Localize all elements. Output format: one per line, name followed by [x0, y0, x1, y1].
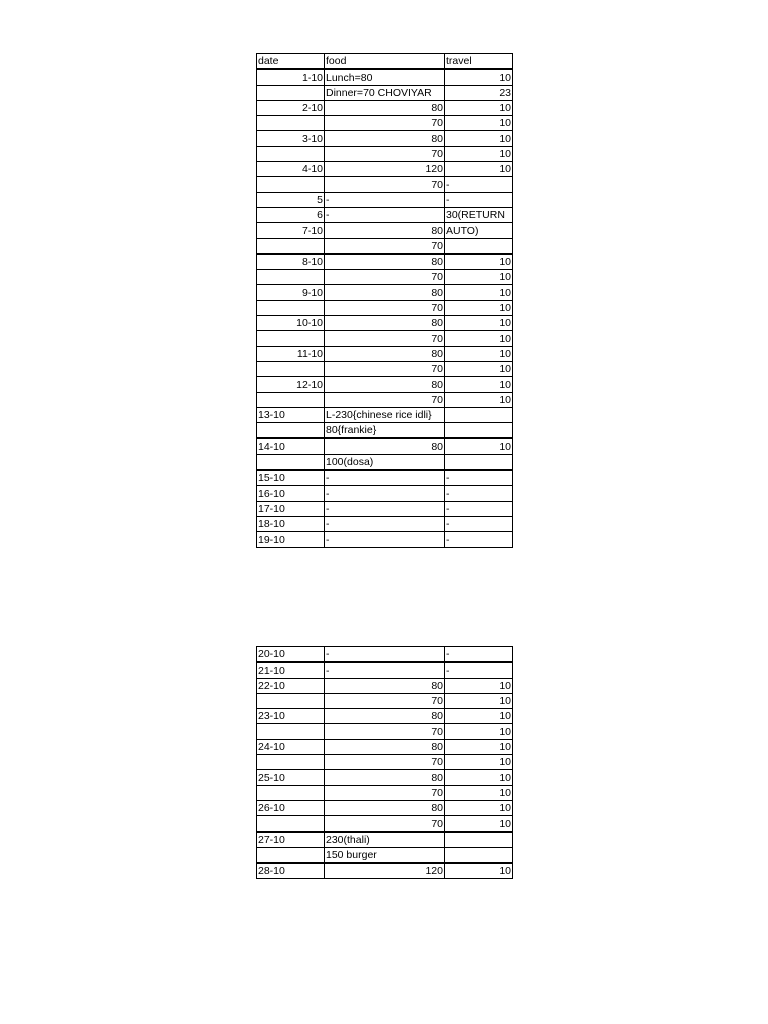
table-row [257, 407, 513, 422]
cell-date: 28-10 [257, 863, 325, 879]
cell-food: 70 [325, 331, 445, 346]
cell-travel: 30(RETURN [445, 207, 513, 222]
cell-date [257, 693, 325, 708]
cell-travel: 10 [445, 131, 513, 146]
cell-date: 17-10 [257, 501, 325, 516]
cell-date: 6 [257, 207, 325, 222]
table-row [257, 816, 513, 832]
cell-date [257, 177, 325, 192]
expense-table-body [257, 647, 513, 879]
cell-food: 80 [325, 223, 445, 238]
cell-food: 120 [325, 863, 445, 879]
cell-food: 100(dosa) [325, 454, 445, 470]
table-row [257, 392, 513, 407]
cell-travel [445, 454, 513, 470]
cell-travel: 10 [445, 69, 513, 85]
cell-food: 70 [325, 392, 445, 407]
table-row [257, 85, 513, 100]
cell-date [257, 85, 325, 100]
cell-travel: 23 [445, 85, 513, 100]
table-row [257, 662, 513, 678]
cell-date [257, 116, 325, 131]
cell-food: 80 [325, 709, 445, 724]
cell-travel: 10 [445, 709, 513, 724]
cell-food: 80 [325, 254, 445, 270]
cell-food: - [325, 647, 445, 663]
cell-date: 14-10 [257, 438, 325, 454]
cell-food: 80 [325, 678, 445, 693]
table-row [257, 377, 513, 392]
table-row [257, 438, 513, 454]
cell-travel [445, 832, 513, 848]
table-row [257, 501, 513, 516]
cell-travel: 10 [445, 331, 513, 346]
cell-date: 9-10 [257, 285, 325, 300]
cell-date: 23-10 [257, 709, 325, 724]
cell-date: 19-10 [257, 532, 325, 547]
cell-travel: 10 [445, 863, 513, 879]
cell-food: - [325, 207, 445, 222]
cell-date: 2-10 [257, 100, 325, 115]
cell-food: - [325, 532, 445, 547]
cell-travel: 10 [445, 254, 513, 270]
table-row [257, 223, 513, 238]
cell-travel: 10 [445, 146, 513, 161]
table-row [257, 238, 513, 254]
cell-travel: - [445, 532, 513, 547]
cell-travel: - [445, 470, 513, 486]
cell-food: 70 [325, 785, 445, 800]
table-row [257, 331, 513, 346]
table-row [257, 131, 513, 146]
cell-date: 11-10 [257, 346, 325, 361]
cell-food: - [325, 470, 445, 486]
cell-travel: 10 [445, 755, 513, 770]
cell-food: 80 [325, 285, 445, 300]
cell-travel: - [445, 662, 513, 678]
cell-date [257, 785, 325, 800]
cell-food: 70 [325, 816, 445, 832]
table-row [257, 832, 513, 848]
cell-travel: - [445, 192, 513, 207]
cell-travel: 10 [445, 285, 513, 300]
cell-date: 10-10 [257, 316, 325, 331]
table-row [257, 69, 513, 85]
cell-food: 80 [325, 800, 445, 815]
table-row [257, 316, 513, 331]
table-row [257, 300, 513, 315]
cell-travel [445, 238, 513, 254]
cell-date [257, 300, 325, 315]
cell-date: 16-10 [257, 486, 325, 501]
cell-date [257, 270, 325, 285]
expense-table-page-2 [256, 646, 513, 879]
table-row [257, 847, 513, 863]
cell-travel: 10 [445, 800, 513, 815]
cell-travel: 10 [445, 377, 513, 392]
cell-date [257, 423, 325, 439]
table-row [257, 739, 513, 754]
cell-travel: 10 [445, 270, 513, 285]
cell-food: 70 [325, 755, 445, 770]
cell-food: 70 [325, 693, 445, 708]
cell-travel: 10 [445, 361, 513, 376]
cell-date [257, 755, 325, 770]
cell-date [257, 454, 325, 470]
cell-food: 70 [325, 238, 445, 254]
cell-food: 80 [325, 770, 445, 785]
cell-travel: 10 [445, 678, 513, 693]
cell-travel: 10 [445, 346, 513, 361]
cell-date [257, 146, 325, 161]
cell-travel: 10 [445, 816, 513, 832]
cell-date [257, 331, 325, 346]
cell-food: L-230{chinese rice idli} [325, 407, 445, 422]
table-row [257, 709, 513, 724]
cell-food: 120 [325, 162, 445, 177]
expense-table-body [257, 54, 513, 548]
cell-date [257, 238, 325, 254]
table-row [257, 285, 513, 300]
table-row [257, 207, 513, 222]
cell-food: - [325, 192, 445, 207]
cell-food: 70 [325, 300, 445, 315]
table-row [257, 146, 513, 161]
table-row [257, 693, 513, 708]
cell-travel: 10 [445, 724, 513, 739]
cell-date: 3-10 [257, 131, 325, 146]
table-row [257, 177, 513, 192]
cell-travel: AUTO) [445, 223, 513, 238]
cell-date: 22-10 [257, 678, 325, 693]
table-row [257, 192, 513, 207]
table-row [257, 162, 513, 177]
cell-date: 7-10 [257, 223, 325, 238]
table-row [257, 270, 513, 285]
cell-food: Lunch=80 [325, 69, 445, 85]
cell-date: 27-10 [257, 832, 325, 848]
cell-travel: - [445, 177, 513, 192]
cell-food: 70 [325, 146, 445, 161]
cell-travel: - [445, 486, 513, 501]
cell-food: 80 [325, 316, 445, 331]
cell-date [257, 724, 325, 739]
cell-food: 230(thali) [325, 832, 445, 848]
cell-date [257, 847, 325, 863]
cell-travel: 10 [445, 116, 513, 131]
cell-food: 70 [325, 116, 445, 131]
cell-travel: 10 [445, 693, 513, 708]
header-travel: travel [445, 54, 513, 70]
cell-travel [445, 407, 513, 422]
cell-date: 4-10 [257, 162, 325, 177]
table-row [257, 785, 513, 800]
cell-date: 8-10 [257, 254, 325, 270]
cell-travel: 10 [445, 770, 513, 785]
cell-food: 80 [325, 739, 445, 754]
table-row [257, 423, 513, 439]
cell-food: 150 burger [325, 847, 445, 863]
header-date: date [257, 54, 325, 70]
cell-travel: - [445, 516, 513, 531]
header-row [257, 54, 513, 70]
cell-travel: - [445, 647, 513, 663]
cell-date: 21-10 [257, 662, 325, 678]
table-row [257, 116, 513, 131]
table-row [257, 770, 513, 785]
table-row [257, 800, 513, 815]
cell-date: 25-10 [257, 770, 325, 785]
cell-food: 80 [325, 100, 445, 115]
table-row [257, 361, 513, 376]
table-row [257, 647, 513, 663]
expense-table-page-1 [256, 53, 513, 548]
cell-food: 80 [325, 346, 445, 361]
cell-travel: 10 [445, 100, 513, 115]
cell-date [257, 392, 325, 407]
cell-travel: 10 [445, 300, 513, 315]
table-row [257, 486, 513, 501]
cell-food: 80{frankie} [325, 423, 445, 439]
table-row [257, 100, 513, 115]
table-row [257, 724, 513, 739]
cell-food: 80 [325, 438, 445, 454]
table-row [257, 863, 513, 879]
cell-food: 80 [325, 377, 445, 392]
table-row [257, 470, 513, 486]
cell-date: 1-10 [257, 69, 325, 85]
table-row [257, 678, 513, 693]
table-row [257, 532, 513, 547]
cell-food: 70 [325, 177, 445, 192]
cell-travel: 10 [445, 739, 513, 754]
cell-date: 15-10 [257, 470, 325, 486]
cell-date: 18-10 [257, 516, 325, 531]
cell-date: 24-10 [257, 739, 325, 754]
cell-date [257, 361, 325, 376]
cell-food: 70 [325, 270, 445, 285]
cell-food: - [325, 501, 445, 516]
cell-travel: - [445, 501, 513, 516]
cell-date [257, 816, 325, 832]
cell-date: 20-10 [257, 647, 325, 663]
cell-food: - [325, 516, 445, 531]
cell-food: 80 [325, 131, 445, 146]
cell-travel: 10 [445, 392, 513, 407]
cell-travel [445, 847, 513, 863]
cell-travel: 10 [445, 785, 513, 800]
table-row [257, 454, 513, 470]
cell-date: 13-10 [257, 407, 325, 422]
cell-travel: 10 [445, 162, 513, 177]
table-row [257, 516, 513, 531]
cell-food: 70 [325, 724, 445, 739]
cell-food: Dinner=70 CHOVIYAR [325, 85, 445, 100]
cell-date: 5 [257, 192, 325, 207]
header-food: food [325, 54, 445, 70]
table-row [257, 346, 513, 361]
cell-food: 70 [325, 361, 445, 376]
table-row [257, 254, 513, 270]
table-row [257, 755, 513, 770]
cell-travel: 10 [445, 438, 513, 454]
cell-food: - [325, 662, 445, 678]
cell-travel [445, 423, 513, 439]
cell-food: - [325, 486, 445, 501]
cell-date: 12-10 [257, 377, 325, 392]
cell-date: 26-10 [257, 800, 325, 815]
cell-travel: 10 [445, 316, 513, 331]
